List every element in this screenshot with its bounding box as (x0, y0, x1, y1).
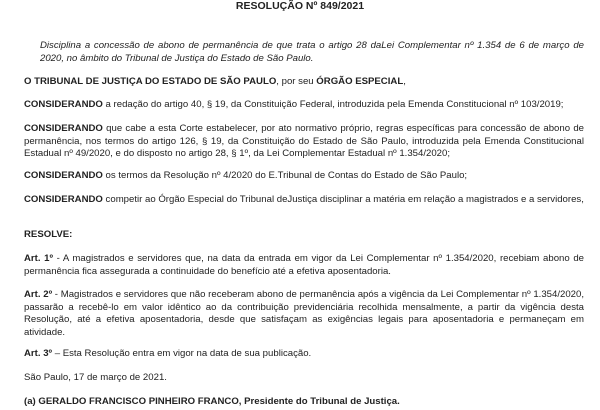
lei-complementar-estadual-link[interactable]: Lei Complementar Estadual nº 1.354/2020 (266, 148, 448, 159)
considerando-4-text: competir ao Órgão Especial do Tribunal deJustiça disciplinar a matéria em relação a magistrados e a servidores, (102, 194, 584, 205)
article-2-text-end: , passarão a recebê-lo em valor idêntico ao da contribuição previdenciária recolhida mensalmente, a partir da vigência desta Resolução, até a efetiva aposentadoria, desde que satisfaçam as exigências legais para aposentadoria e permaneçam em atividade. (24, 289, 585, 338)
article-2-label: Art. 2º (24, 289, 53, 300)
lei-complementar-link[interactable]: Lei Complementar nº 1.354/2020 (350, 253, 494, 264)
considerando-1-text: a redação do artigo 40, § 19, da Constituição Federal, introduzida pela Emenda Constitucional nº 103/2019; (102, 99, 564, 110)
considerando-4 (24, 194, 584, 207)
considerando-keyword: CONSIDERANDO (24, 123, 103, 134)
intro-tail: , (403, 76, 406, 87)
intro-paragraph (24, 76, 584, 89)
considerando-keyword: CONSIDERANDO (24, 99, 103, 110)
considerando-2-text-start: que cabe a esta Corte estabelecer, por ato normativo próprio, regras específicas para concessão de abono de permanência, nos termos do artigo 126, § 19, da Constituição do Estado de São Paulo, introduzida pela Emenda Constitucional Estadual nº 49/2020, e do disposto no artigo 28, § 1º, da (24, 123, 584, 159)
date-line: São Paulo, 17 de março de 2021. (24, 372, 167, 383)
orgao-especial: ÓRGÃO ESPECIAL (316, 76, 404, 87)
article-1 (24, 253, 584, 278)
considerando-3-text: os termos da Resolução nº 4/2020 do E.Tribunal de Contas do Estado de São Paulo; (102, 170, 468, 181)
lei-complementar-link[interactable]: Lei Complementar nº 1.354/2020 (440, 289, 582, 300)
article-1-text-end: , recebiam abono de permanência fica assegurada a continuidade do benefício até a efetiva aposentadoria. (24, 253, 585, 277)
article-2-text-start: - Magistrados e servidores que não receberam abono de permanência após a vigência da (52, 289, 441, 300)
article-1-text-start: - A magistrados e servidores que, na data da entrada em vigor da (53, 253, 351, 264)
ementa-text-end: , no âmbito do Tribunal de Justiça do Estado de São Paulo. (61, 52, 314, 64)
ementa-paragraph (40, 40, 584, 65)
document-title: RESOLUÇÃO Nº 849/2021 (235, 0, 365, 12)
ementa-text-start: Disciplina a concessão de abono de permanência de que trata o artigo 28 da (40, 40, 382, 51)
resolve-heading: RESOLVE: (24, 229, 73, 240)
article-3 (24, 348, 584, 361)
article-3-text: – Esta Resolução entra em vigor na data de sua publicação. (52, 348, 312, 359)
considerando-keyword: CONSIDERANDO (24, 194, 103, 205)
considerando-keyword: CONSIDERANDO (24, 170, 103, 181)
court-name: O TRIBUNAL DE JUSTIÇA DO ESTADO DE SÃO PAULO (24, 76, 277, 87)
lei-complementar-link[interactable]: Lei Complementar nº 1.354 de 6 de março de 2020 (40, 40, 584, 64)
article-2 (24, 289, 584, 339)
considerando-3 (24, 170, 584, 183)
considerando-2-text-end: ; (447, 148, 451, 159)
intro-connector: , por seu (276, 76, 317, 87)
article-1-label: Art. 1º (24, 253, 53, 264)
considerando-2 (24, 123, 584, 161)
considerando-1 (24, 99, 584, 112)
signature-line: (a) GERALDO FRANCISCO PINHEIRO FRANCO, Presidente do Tribunal de Justiça. (24, 396, 400, 407)
article-3-label: Art. 3º (24, 348, 53, 359)
